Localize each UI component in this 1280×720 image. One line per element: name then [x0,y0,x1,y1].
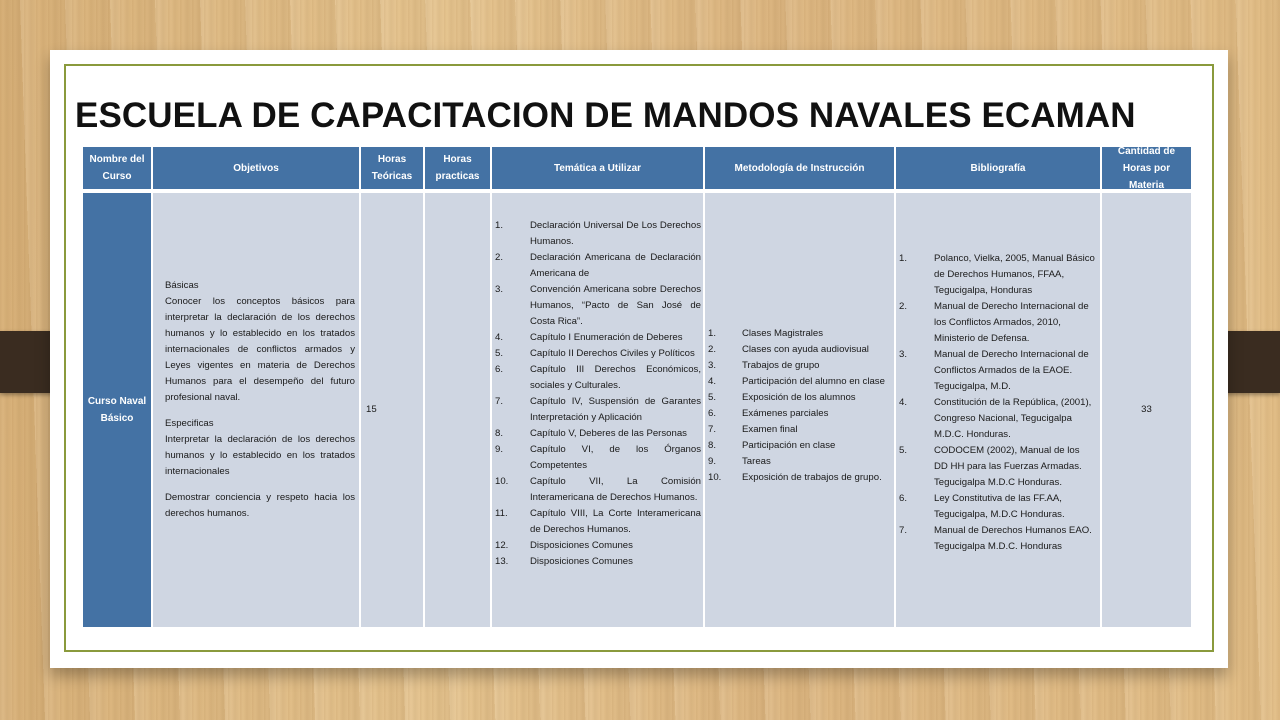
tematica-item-number: 8. [495,428,504,439]
bibliografia-item-number: 1. [899,253,908,264]
header-cantidad-horas: Cantidad de Horas por Materia [1102,147,1191,189]
tematica-item-text: Disposiciones Comunes [530,556,633,567]
bibliografia-item-text: Manual de Derecho Internacional de Conflictos Armados de la EAOE. Tegucigalpa, M.D. [934,349,1089,392]
tematica-item-text: Capítulo IV, Suspensión de Garantes Interpretación y Aplicación [530,396,701,423]
metodologia-item-text: Exposición de trabajos de grupo. [742,472,882,483]
metodologia-item [708,406,890,422]
tematica-item-text: Capítulo I Enumeración de Deberes [530,332,683,343]
tematica-item-number: 7. [495,396,504,407]
tematica-item-text: Capítulo VII, La Comisión Interamericana de Derechos Humanos. [530,476,701,503]
tematica-item [495,346,701,362]
tematica-item [495,506,701,538]
tematica-item [495,538,701,554]
page-title: ESCUELA DE CAPACITACION DE MANDOS NAVALES ECAMAN [75,96,1136,135]
header-bibliografia: Bibliografía [896,147,1100,189]
bibliografia-list [899,251,1096,555]
cell-horas-teoricas [361,193,423,627]
metodologia-item [708,326,890,342]
metodologia-item [708,454,890,470]
metodologia-item-number: 4. [708,376,717,387]
metodologia-item-number: 8. [708,440,717,451]
tematica-item-number: 5. [495,348,504,359]
objetivo-conciencia: Demostrar conciencia y respeto hacia los derechos humanos. [165,492,355,519]
metodologia-item-number: 6. [708,408,717,419]
metodologia-item-number: 10. [708,472,722,483]
bibliografia-item-text: Manual de Derecho Internacional de los Conflictos Armados, 2010, Ministerio de Defensa. [934,301,1089,344]
tematica-item [495,250,701,282]
tematica-item [495,330,701,346]
metodologia-item [708,374,890,390]
bibliografia-item [899,251,1096,299]
metodologia-item [708,438,890,454]
tematica-item-text: Capítulo II Derechos Civiles y Políticos [530,348,695,359]
tematica-item-text: Capítulo VI, de los Órganos Competentes [530,444,701,471]
header-tematica: Temática a Utilizar [492,147,703,189]
metodologia-item-text: Examen final [742,424,798,435]
tematica-item-number: 1. [495,220,504,231]
tematica-item-text: Capítulo VIII, La Corte Interamericana de Derechos Humanos. [530,508,701,535]
metodologia-item-number: 2. [708,344,717,355]
tematica-item [495,442,701,474]
bibliografia-item [899,299,1096,347]
metodologia-item [708,422,890,438]
tematica-item [495,474,701,506]
tematica-item-text: Convención Americana sobre Derechos Humanos, “Pacto de San José de Costa Rica”. [530,284,701,327]
tematica-item-number: 12. [495,540,509,551]
metodologia-item-text: Exposición de los alumnos [742,392,856,403]
tematica-item [495,554,701,570]
metodologia-item [708,358,890,374]
bibliografia-item-text: Constitución de la República, (2001), Congreso Nacional, Tegucigalpa M.D.C. Honduras. [934,397,1092,440]
bibliografia-item-number: 3. [899,349,908,360]
bibliografia-item-text: Polanco, Vielka, 2005, Manual Básico de Derechos Humanos, FFAA, Tegucigalpa, Honduras [934,253,1095,296]
metodologia-list [708,326,890,486]
bibliografia-item-number: 4. [899,397,908,408]
header-horas-teoricas: Horas Teóricas [361,147,423,189]
cell-tematica [492,193,703,627]
bibliografia-item-text: Manual de Derechos Humanos EAO. Tegucigalpa M.D.C. Honduras [934,525,1092,552]
metodologia-item-text: Participación en clase [742,440,836,451]
metodologia-item-number: 1. [708,328,717,339]
tematica-item [495,218,701,250]
metodologia-item-number: 5. [708,392,717,403]
tematica-item [495,426,701,442]
metodologia-item-number: 9. [708,456,717,467]
horas-teoricas-value: 15 [366,404,377,415]
cell-horas-practicas [425,193,490,627]
tematica-item-number: 2. [495,252,504,263]
bibliografia-item-number: 2. [899,301,908,312]
tematica-item-number: 10. [495,476,509,487]
bibliografia-item [899,347,1096,395]
tematica-item-number: 6. [495,364,504,375]
cell-objetivos [153,193,359,627]
metodologia-item [708,390,890,406]
tematica-item-text: Declaración Americana de Declaración Americana de [530,252,701,279]
cell-curso: Curso Naval Básico [83,193,151,627]
bibliografia-item [899,443,1096,491]
bibliografia-item-number: 6. [899,493,908,504]
tematica-item-number: 4. [495,332,504,343]
metodologia-item-number: 7. [708,424,717,435]
metodologia-item-text: Clases con ayuda audiovisual [742,344,869,355]
bibliografia-item-text: CODOCEM (2002), Manual de los DD HH para las Fuerzas Armadas. Tegucigalpa M.D.C Honduras. [934,445,1082,488]
bibliografia-item-text: Ley Constitutiva de las FF.AA, Tegucigalpa, M.D.C Honduras. [934,493,1065,520]
metodologia-item [708,342,890,358]
tematica-item-text: Capítulo III Derechos Económicos, sociales y Culturales. [530,364,701,391]
cantidad-horas-value: 33 [1141,404,1152,415]
tematica-item-text: Capítulo V, Deberes de las Personas [530,428,687,439]
cell-cantidad-horas [1102,193,1191,627]
tematica-item [495,362,701,394]
bibliografia-item [899,491,1096,523]
tematica-item-number: 9. [495,444,504,455]
bibliografia-item [899,523,1096,555]
tematica-list [495,218,701,570]
tematica-item [495,282,701,330]
objetivo-basicas: Básicas Conocer los conceptos básicos para interpretar la declaración de los derechos humanos y lo establecido en los tratados internacionales de conflictos armados y Leyes vigentes en materia de Derechos Humanos para el desempeño del futuro profesional naval. [165,280,355,403]
slide-card [50,50,1228,668]
bibliografia-item [899,395,1096,443]
cell-metodologia [705,193,894,627]
metodologia-item-text: Participación del alumno en clase [742,376,885,387]
bibliografia-item-number: 7. [899,525,908,536]
header-metodologia: Metodología de Instrucción [705,147,894,189]
objetivo-especificas: Especificas Interpretar la declaración de los derechos humanos y lo establecido en los tratados internacionales [165,418,355,477]
tematica-item-number: 11. [495,508,508,519]
bibliografia-item-number: 5. [899,445,908,456]
tematica-item-text: Disposiciones Comunes [530,540,633,551]
tematica-item-text: Declaración Universal De Los Derechos Humanos. [530,220,701,247]
header-curso: Nombre del Curso [83,147,151,189]
header-objetivos: Objetivos [153,147,359,189]
metodologia-item-text: Clases Magistrales [742,328,824,339]
metodologia-item [708,470,890,486]
metodologia-item-text: Tareas [742,456,771,467]
metodologia-item-number: 3. [708,360,717,371]
header-horas-practicas: Horas practicas [425,147,490,189]
tematica-item-number: 13. [495,556,509,567]
cell-bibliografia [896,193,1100,627]
metodologia-item-text: Exámenes parciales [742,408,829,419]
metodologia-item-text: Trabajos de grupo [742,360,820,371]
tematica-item [495,394,701,426]
tematica-item-number: 3. [495,284,504,295]
